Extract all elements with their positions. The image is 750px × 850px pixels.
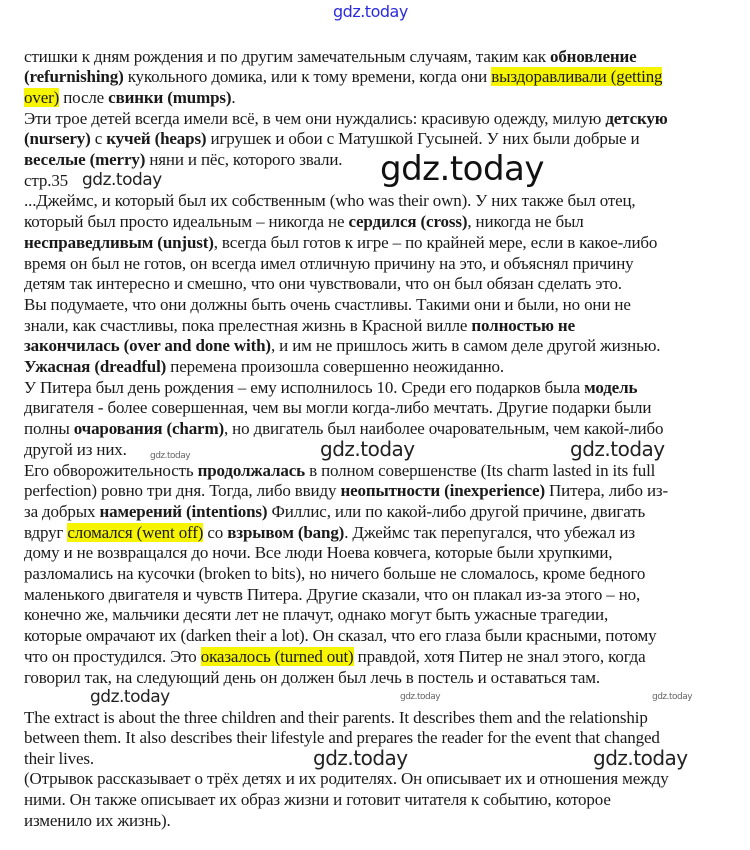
text-line — [24, 604, 608, 625]
text-segment: со — [203, 522, 228, 542]
watermark: gdz.today — [570, 437, 665, 461]
text-line — [24, 87, 236, 108]
text-line — [24, 253, 634, 274]
watermark: gdz.today — [333, 2, 408, 21]
bold-term: обновление — [549, 46, 637, 66]
text-segment: Питера, либо из- — [544, 481, 669, 501]
watermark: gdz.today — [313, 746, 408, 770]
text-segment: стр.35 — [24, 170, 69, 190]
text-line — [24, 273, 622, 294]
watermark: gdz.today — [652, 692, 693, 702]
bold-term: Ужасная (dreadful) — [24, 357, 167, 376]
bold-term: модель — [584, 377, 638, 397]
bold-term: закончилась (over and done with) — [24, 336, 271, 356]
text-segment: стишки к дням рождения и по другим замечательным случаям, таким как — [24, 46, 550, 66]
text-line — [24, 66, 662, 87]
text-line — [24, 418, 663, 439]
text-line — [24, 170, 68, 191]
text-segment: between them. It also describes their lifestyle and prepares the reader for the event that changed — [24, 728, 660, 748]
summary-line — [24, 707, 648, 728]
text-segment: полны — [24, 419, 74, 439]
watermark: gdz.today — [320, 437, 415, 461]
text-segment: кукольного домика, или к тому времени, когда они — [123, 67, 492, 87]
bold-term: взрывом (bang) — [227, 522, 345, 542]
highlighted-text: over) — [24, 87, 60, 107]
bold-term: свинки (mumps) — [108, 87, 232, 107]
text-line — [24, 501, 645, 522]
bold-term: продолжалась — [197, 460, 305, 480]
text-segment: their lives. — [24, 748, 94, 768]
text-segment: разломались на кусочки (broken to bits), но ничего больше не сломалось, кроме бедного — [24, 564, 646, 583]
watermark: gdz.today — [380, 149, 544, 189]
text-line — [24, 128, 639, 149]
text-segment: perfection) ровно три дня. Тогда, либо ввиду — [24, 481, 341, 501]
text-segment: с — [90, 129, 107, 149]
text-segment: . Джеймс так перепугался, что убежал из — [344, 522, 635, 542]
text-segment: няни и пёс, которого звали. — [145, 150, 343, 169]
text-segment: Филлис, или по какой-либо другой причине, двигать — [267, 501, 646, 521]
text-segment: изменило их жизнь). — [24, 810, 171, 830]
text-segment: который был просто идеальным – никогда не — [24, 212, 349, 232]
bold-term: сердился (cross) — [348, 212, 468, 232]
text-line — [24, 584, 640, 605]
summary-line — [24, 727, 660, 748]
text-line — [24, 397, 651, 418]
summary-line — [24, 768, 669, 789]
text-segment: , и им не пришлось жить в самом деле другой жизнью. — [270, 336, 661, 356]
text-segment: У Питера был день рождения – ему исполнилось 10. Среди его подарков была — [24, 377, 585, 397]
bold-term: кучей (heaps) — [106, 129, 207, 149]
watermark: gdz.today — [150, 451, 191, 461]
watermark: gdz.today — [400, 692, 441, 702]
bold-term: (nursery) — [24, 129, 91, 149]
text-segment: другой из них. — [24, 439, 127, 459]
text-line — [24, 356, 504, 377]
text-segment: Эти трое детей всегда имели всё, в чем они нуждались: красивую одежду, милую — [24, 108, 606, 128]
watermark: gdz.today — [90, 687, 170, 707]
summary-line — [24, 789, 611, 810]
text-line — [24, 377, 637, 398]
text-line — [24, 335, 660, 356]
text-line — [24, 232, 657, 253]
bold-term: полностью не — [471, 315, 575, 335]
bold-term: очарования (charm) — [73, 419, 224, 439]
text-line — [24, 149, 342, 170]
text-segment: после — [59, 87, 109, 107]
text-segment: игрушек и обои с Матушкой Гусыней. У них были добрые и — [206, 129, 640, 149]
text-segment: The extract is about the three children and their parents. It describes them and the relationship — [24, 707, 648, 727]
summary-line — [24, 810, 171, 831]
text-line — [24, 480, 668, 501]
watermark: gdz.today — [82, 170, 162, 190]
text-line — [24, 315, 575, 336]
text-segment: , никогда не был — [467, 212, 584, 232]
text-segment: перемена произошла совершенно неожиданно. — [166, 357, 505, 376]
text-line — [24, 460, 655, 481]
text-segment: ними. Он также описывает их образ жизни и готовит читателя к событию, которое — [24, 789, 611, 809]
text-line — [24, 522, 635, 543]
highlighted-text: оказалось (turned out) — [200, 646, 354, 666]
text-line — [24, 211, 584, 232]
bold-term: неопытности (inexperience) — [340, 481, 545, 501]
text-segment: что он простудился. Это — [24, 646, 201, 666]
text-segment: время он был не готов, он всегда имел отличную причину на это, и объяснял причину — [24, 253, 634, 273]
text-segment: Вы подумаете, что они должны быть очень счастливы. Такими они и были, но они не — [24, 294, 631, 314]
text-segment: правдой, хотя Питер не знал этого, когда — [353, 646, 646, 666]
bold-term: намерений (intentions) — [99, 501, 268, 521]
summary-line — [24, 748, 94, 769]
text-segment: за добрых — [24, 501, 100, 521]
text-line — [24, 667, 600, 688]
highlighted-text: выздоравливали (getting — [491, 67, 663, 87]
text-segment: (Отрывок рассказывает о трёх детях и их родителях. Он описывает их и отношения между — [24, 769, 669, 789]
bold-term: веселые (merry) — [24, 150, 146, 169]
text-line — [24, 439, 127, 460]
text-line — [24, 190, 636, 211]
bold-term: несправедливым (unjust) — [24, 232, 214, 252]
text-segment: в полном совершенстве (Its charm lasted in its full — [305, 460, 656, 480]
text-segment: Его обворожительность — [24, 460, 198, 480]
text-segment: дому и не возвращался до ночи. Все люди Ноева ковчега, которые были хрупкими, — [24, 543, 613, 563]
text-segment: которые омрачают их (darken their a lot). Он сказал, что его глаза были красными, потому — [24, 626, 657, 646]
text-segment: , всегда был готов к игре – по крайней мере, если в какое-либо — [213, 232, 658, 252]
text-segment: маленького двигателя и чувств Питера. Другие сказали, что он плакал из-за этого – но, — [24, 584, 641, 604]
text-line — [24, 542, 612, 563]
text-segment: . — [231, 87, 236, 107]
bold-term: детскую — [605, 108, 668, 128]
text-line — [24, 46, 637, 67]
text-segment: конечно же, мальчики десяти лет не плачут, однако могут быть ужасные трагедии, — [24, 605, 609, 625]
text-line — [24, 625, 657, 646]
highlighted-text: сломался (went off) — [67, 522, 204, 542]
text-line — [24, 294, 631, 315]
text-segment: детям так интересно и смешно, что они чувствовали, что он был обязан сделать это. — [24, 274, 622, 294]
bold-term: (refurnishing) — [24, 67, 124, 87]
text-segment: говорил так, на следующий день он должен был лечь в постель и оставаться там. — [24, 667, 600, 687]
text-segment: вдруг — [24, 522, 68, 542]
text-segment: , но двигатель был наиболее очаровательным, чем какой-либо — [223, 419, 664, 439]
watermark: gdz.today — [593, 746, 688, 770]
text-segment: знали, как счастливы, пока прелестная жизнь в Красной вилле — [24, 315, 472, 335]
text-line — [24, 646, 646, 667]
text-segment: ...Джеймс, и который был их собственным (who was their own). У них также был отец, — [24, 191, 636, 211]
text-line — [24, 108, 668, 129]
text-segment: двигателя - более совершенная, чем вы могли когда-либо мечтать. Другие подарки были — [24, 398, 652, 418]
text-line — [24, 563, 645, 584]
